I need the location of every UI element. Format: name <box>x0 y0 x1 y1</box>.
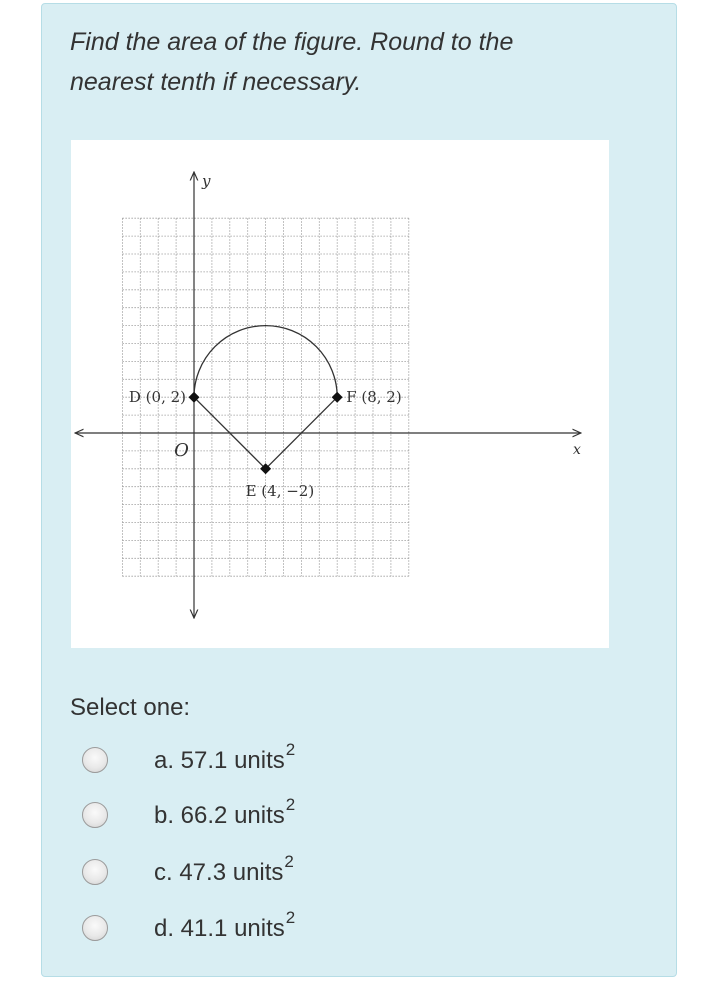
option-a-exponent: 2 <box>285 740 296 759</box>
figure-svg <box>71 140 609 648</box>
point-e-label: E (4, −2) <box>245 481 315 500</box>
option-b[interactable] <box>70 795 630 839</box>
option-a-label: a. 57.1 units <box>154 747 285 774</box>
radio-option-d[interactable] <box>82 915 108 941</box>
x-axis-label: x <box>573 441 581 458</box>
y-axis-label: y <box>202 172 211 190</box>
radio-option-c[interactable] <box>82 859 108 885</box>
question-text <box>70 22 630 102</box>
point-f-label: F (8, 2) <box>346 388 402 407</box>
option-d[interactable] <box>70 908 630 952</box>
option-a[interactable] <box>70 740 630 784</box>
option-d-label: d. 41.1 units <box>154 915 285 942</box>
point-d-label: D (0, 2) <box>128 388 186 407</box>
origin-label: O <box>174 439 189 461</box>
option-c[interactable] <box>70 852 630 896</box>
option-c-exponent: 2 <box>284 852 294 871</box>
question-line-2: nearest tenth if necessary. <box>70 68 362 96</box>
option-b-exponent: 2 <box>285 795 296 814</box>
question-card <box>41 3 677 977</box>
coordinate-figure <box>71 140 609 648</box>
option-b-label: b. 66.2 units <box>154 802 285 829</box>
option-d-exponent: 2 <box>285 908 296 927</box>
select-one-label: Select one: <box>70 694 191 721</box>
radio-option-b[interactable] <box>82 802 108 828</box>
option-c-label: c. 47.3 units <box>154 859 284 886</box>
radio-option-a[interactable] <box>82 747 108 773</box>
question-line-1: Find the area of the figure. Round to the <box>70 28 514 56</box>
